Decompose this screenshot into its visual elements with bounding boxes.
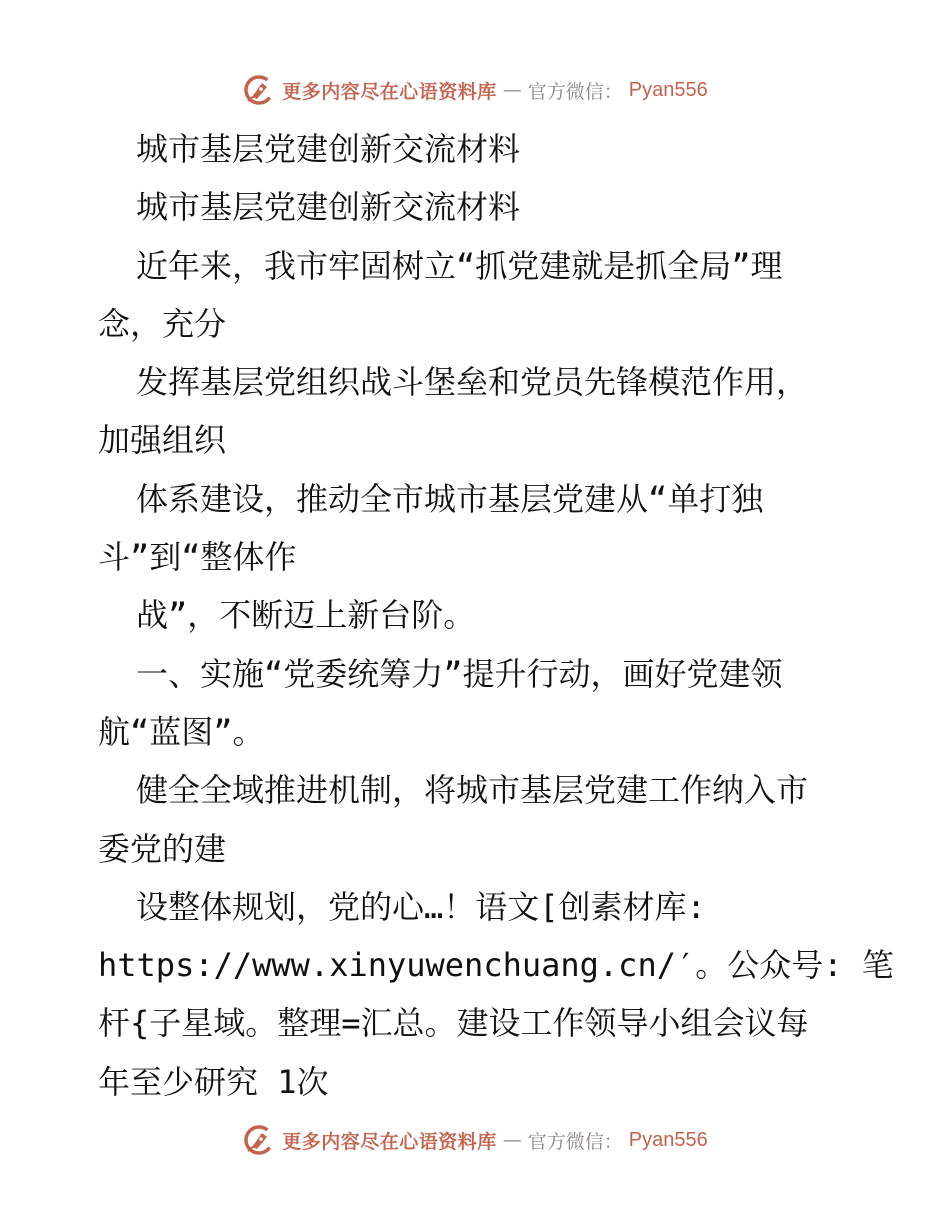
watermark-wechat-id: Pyan556 (628, 78, 708, 101)
watermark-wechat-label: 官方微信： (527, 1130, 623, 1153)
doc-line: 斗”到“整体作 (98, 538, 297, 577)
doc-line: 健全全域推进机制，将城市基层党建工作纳入市 (136, 771, 809, 810)
watermark-wechat-id: Pyan556 (628, 1128, 708, 1151)
doc-line: https://www.xinyuwenchuang.cn/′。公众号: 笔 (98, 946, 894, 985)
watermark-site-text: 更多内容尽在心语资料库 (282, 1130, 497, 1153)
doc-section-heading-cont: 航“蓝图”。 (98, 712, 265, 751)
watermark-dash: — (502, 1129, 522, 1151)
document-body (98, 120, 894, 1111)
watermark-dash: — (502, 79, 522, 101)
doc-line: 委党的建 (98, 829, 227, 868)
doc-line: 杆{子星域。整理=汇总。建设工作领导小组会议每 (98, 1004, 809, 1043)
doc-line: 发挥基层党组织战斗堡垒和党员先锋模范作用， (136, 363, 809, 402)
doc-line: 近年来，我市牢固树立“抓党建就是抓全局”理 (136, 246, 783, 285)
watermark-site-text: 更多内容尽在心语资料库 (282, 80, 497, 103)
pen-nib-circle-icon (242, 1123, 276, 1157)
doc-line: 体系建设，推动全市城市基层党建从“单打独 (136, 479, 764, 518)
pen-nib-circle-icon (242, 73, 276, 107)
doc-line: 战”，不断迈上新台阶。 (136, 596, 476, 635)
doc-line: 设整体规划，党的心…！语文[创素材库: (136, 887, 706, 926)
doc-title: 城市基层党建创新交流材料 (136, 130, 521, 168)
doc-section-heading: 一、实施“党委统筹力”提升行动，画好党建领 (136, 654, 783, 693)
watermark-wechat-label: 官方微信： (527, 80, 623, 103)
watermark-footer (0, 1120, 950, 1160)
doc-title-repeat: 城市基层党建创新交流材料 (136, 188, 521, 227)
doc-line: 年至少研究 1次 (98, 1062, 329, 1101)
watermark-header (0, 70, 950, 110)
doc-line: 加强组织 (98, 421, 227, 460)
doc-line: 念，充分 (98, 304, 227, 343)
